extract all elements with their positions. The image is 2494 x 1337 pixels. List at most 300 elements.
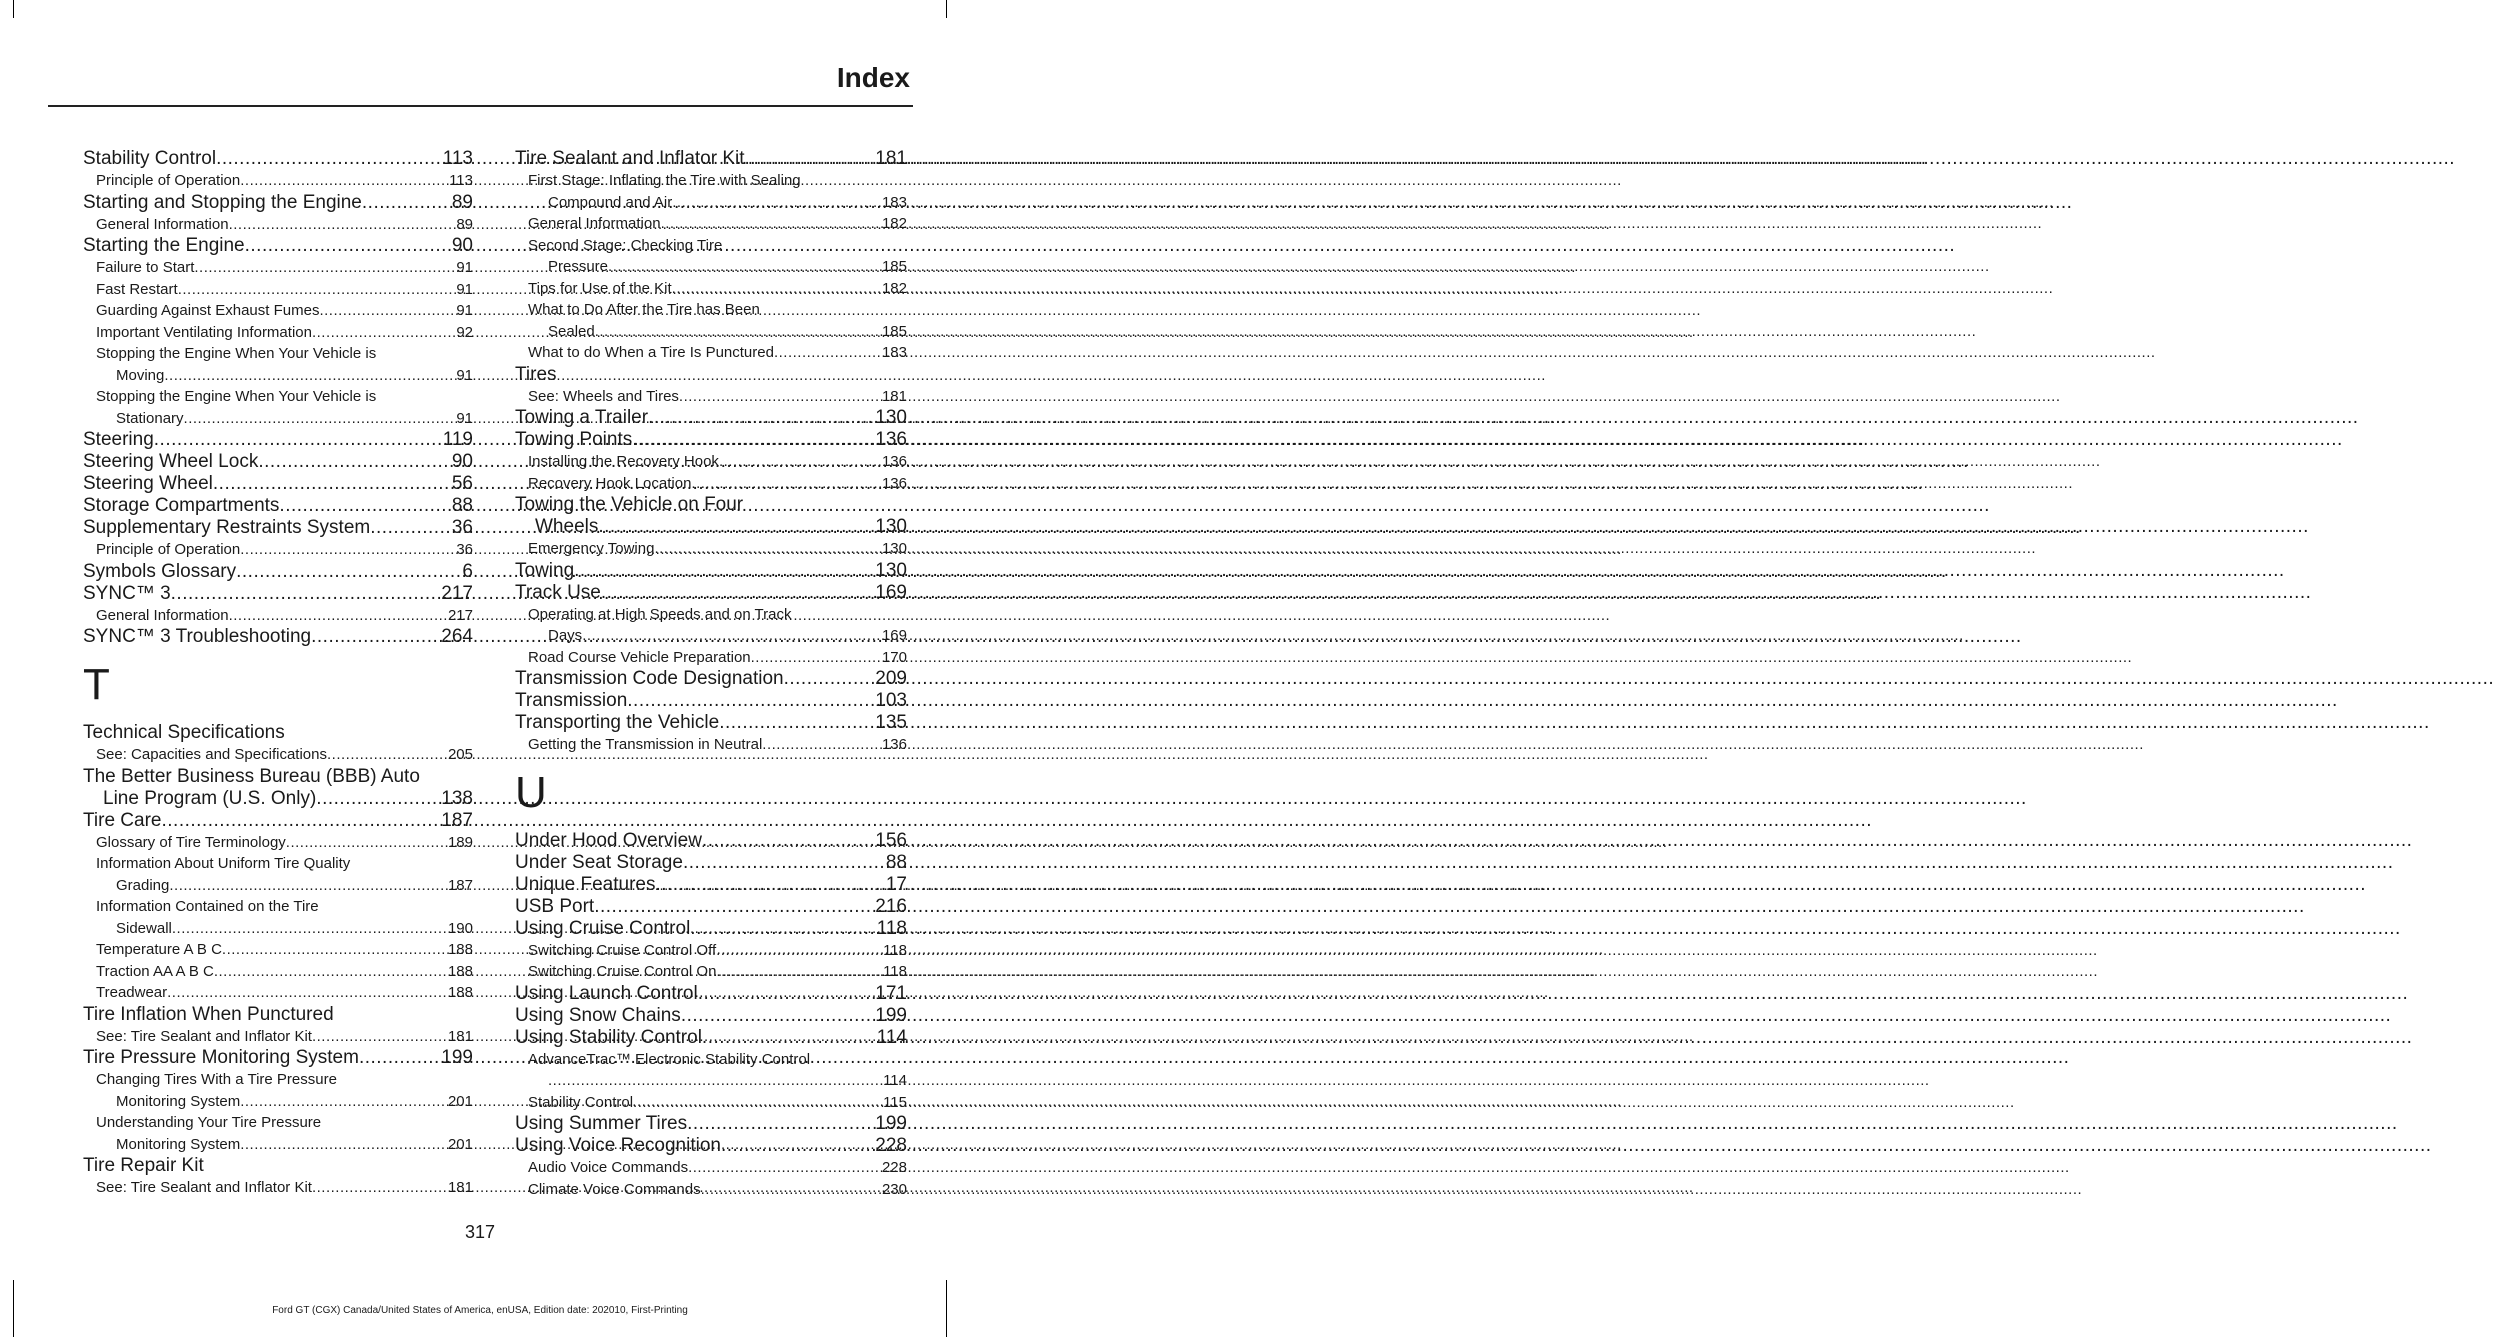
index-term: Grading [116,876,170,894]
dot-leader [240,1091,448,1113]
page-reference-link[interactable]: 92 [456,323,473,341]
page-reference-link[interactable]: 91 [456,280,473,298]
dot-leader [574,560,875,582]
index-entry-line [96,605,473,627]
page-reference-link[interactable]: 183 [881,344,907,361]
page-reference-link[interactable]: 130 [875,516,907,537]
index-entry-line [515,1135,907,1157]
index-term: Tire Care [83,809,162,831]
index-subentry [515,386,907,408]
index-term: Transporting the Vehicle [515,712,720,733]
index-entry-line [96,832,473,854]
page-reference-link[interactable]: 130 [881,540,907,557]
dot-leader [362,192,452,214]
index-entry [515,1113,907,1135]
index-entry-line [96,365,473,387]
index-term: Stability Control [83,148,217,169]
page-reference-link[interactable]: 185 [881,322,907,340]
page-reference-link[interactable]: 171 [875,982,907,1004]
page-reference-link[interactable]: 88 [885,851,907,873]
index-entry-line [528,940,907,962]
index-entry [83,495,473,517]
page-reference-link[interactable]: 188 [447,984,473,1001]
index-term: Compound and Air [548,193,673,211]
index-entry-line [528,451,907,473]
index-term: Transmission Code Designation [515,668,784,689]
page-reference-link[interactable]: 130 [875,407,907,428]
index-entry-line [528,170,907,192]
index-entry-line [515,690,907,712]
index-entry-line [515,429,907,451]
index-entry [515,830,907,852]
index-term: General Information [96,215,229,233]
dot-leader [784,668,876,690]
index-entry [515,1005,907,1027]
index-entry-line [96,257,473,279]
index-entry-line [515,148,907,170]
page-reference-link[interactable]: 36 [451,517,473,538]
index-term: Guarding Against Exhaust Fumes [96,302,320,319]
index-term: Installing the Recovery Hook [528,453,719,470]
index-entry-line [83,451,473,473]
index-entry-line [83,495,473,517]
index-term: Unique Features [515,873,656,895]
index-entry-line [515,1027,907,1049]
index-term: Using Summer Tires [515,1113,688,1134]
index-entry [515,712,907,734]
index-entry-line [83,766,473,788]
dot-leader [240,1134,448,1156]
index-entry-line [96,386,473,408]
dot-leader [312,1177,448,1199]
index-term: Monitoring System [116,1092,241,1110]
index-term: Towing Points [515,429,633,450]
index-entry [83,766,473,810]
index-entry-line [528,321,907,343]
index-entry-line [83,235,473,257]
dot-leader [312,1026,448,1048]
page-reference-link[interactable]: 136 [881,474,907,492]
index-term: Technical Specifications [83,722,285,743]
dot-leader [702,830,875,852]
dot-leader [632,429,875,451]
index-term: Changing Tires With a Tire Pressure [96,1071,337,1088]
index-entry-line [83,626,473,648]
dot-leader [661,213,882,235]
index-entry [83,583,473,605]
index-subentry [515,1157,907,1179]
dot-leader [229,605,448,627]
page-reference-link[interactable]: 170 [881,648,907,666]
dot-leader [161,810,441,832]
index-term: Tips for Use of the Kit [528,279,672,297]
index-entry-line [83,1155,473,1177]
dot-leader [691,473,882,495]
index-term: Important Ventilating Information [96,323,312,341]
index-term: USB Port [515,895,595,917]
dot-leader [601,582,875,604]
index-term: Failure to Start [96,259,195,276]
index-entry [83,192,473,214]
dot-leader [258,451,452,473]
page-reference-link[interactable]: 201 [447,1092,473,1110]
dot-leader [319,300,456,322]
dot-leader [167,982,448,1004]
dot-leader [716,940,883,962]
page-reference-link[interactable]: 182 [881,215,907,232]
dot-leader [672,278,882,300]
index-subentry [83,853,473,896]
page-reference-link[interactable]: 130 [875,559,907,581]
page-reference-link[interactable]: 181 [447,1027,473,1045]
page-reference-link[interactable]: 91 [456,302,473,319]
page-reference-link[interactable]: 6 [462,560,473,582]
page-reference-link[interactable]: 228 [875,1135,907,1156]
page-reference-link[interactable]: 264 [441,626,473,647]
index-term: Stability Control [528,1093,634,1111]
index-entry-line [515,364,907,386]
index-entry [515,690,907,712]
index-entry-line [83,561,473,583]
page-reference-link[interactable]: 199 [441,1047,473,1068]
dot-leader [762,734,882,756]
index-term: Towing a Trailer [515,407,649,428]
page-reference-link[interactable]: 114 [876,1026,907,1048]
page-reference-link[interactable]: 181 [447,1179,473,1196]
index-subentry [515,604,907,647]
index-entry [83,473,473,495]
index-subentry [515,170,907,213]
page-reference-link[interactable]: 187 [447,876,473,894]
index-subentry [83,322,473,344]
index-entry-line [528,386,907,408]
index-entry-line [96,322,473,344]
index-entry-line [515,494,907,516]
dot-leader [702,1027,877,1049]
index-entry-line [96,1091,473,1113]
index-term: Traction AA A B C [96,962,214,980]
index-entry-line [96,1177,473,1199]
index-entry-line [96,1026,473,1048]
page-reference-link[interactable]: 181 [875,148,907,169]
page-reference-link[interactable]: 113 [449,172,473,189]
index-entry [515,494,907,538]
index-term: Steering Wheel [83,473,213,494]
index-entry-line [515,560,907,582]
dot-leader [721,1135,875,1157]
index-subentry [515,538,907,560]
page-reference-link[interactable]: 217 [447,606,473,624]
index-term: Towing the Vehicle on Four [515,494,744,515]
dot-leader [655,874,885,896]
index-entry-line [96,343,473,365]
index-subentry [83,214,473,236]
index-term: Treadwear [96,984,168,1001]
page-reference-link[interactable]: 89 [456,215,473,233]
index-entry [83,429,473,451]
page-reference-link[interactable]: 156 [875,829,907,851]
dot-leader [359,1047,441,1069]
page-reference-link[interactable]: 205 [447,746,473,763]
index-entry-line [515,516,907,538]
page-reference-link[interactable]: 136 [875,429,907,450]
page-reference-link[interactable]: 216 [875,895,907,917]
index-term: Transmission [515,690,628,711]
page-reference-link[interactable]: 113 [442,148,473,169]
dot-leader [240,170,449,192]
index-entry [83,626,473,648]
index-term: Operating at High Speeds and on Track [528,605,792,623]
index-entry-line [96,170,473,192]
page-reference-link[interactable]: 135 [875,712,907,733]
page-reference-link[interactable]: 138 [441,787,473,809]
index-entry-line [96,1069,473,1091]
index-term: Under Hood Overview [515,829,702,851]
index-term: Temperature A B C [96,941,222,958]
index-term: See: Capacities and Specifications [96,746,327,763]
page-reference-link[interactable]: 115 [883,1093,907,1111]
dot-leader [279,495,451,517]
page-reference-link[interactable]: 114 [883,1072,907,1089]
index-term: Using Cruise Control [515,917,691,939]
index-entry-line [515,407,907,429]
dot-leader [164,365,456,387]
index-entry-line [96,279,473,301]
index-subentry [515,1092,907,1114]
page-reference-link[interactable]: 90 [451,451,473,472]
index-term: SYNC™ 3 Troubleshooting [83,626,312,647]
index-term: Stopping the Engine When Your Vehicle is [96,345,377,362]
index-entry-line [83,1047,473,1069]
index-entry [515,1027,907,1049]
dot-leader [213,473,452,495]
index-column-left [83,148,473,1199]
dot-leader [214,961,448,983]
index-term: Tires [515,363,557,385]
page-reference-link[interactable]: 201 [447,1135,473,1153]
page-reference-link[interactable]: 90 [451,235,473,256]
page-reference-link[interactable]: 118 [883,963,907,980]
index-subentry [515,940,907,962]
dot-leader [171,583,442,605]
index-entry-line [96,214,473,236]
index-term: Storage Compartments [83,495,280,516]
index-entry-line [96,961,473,983]
index-entry [515,560,907,582]
page-reference-link[interactable]: 228 [881,1159,907,1176]
index-entry [515,852,907,874]
index-term: Sidewall [116,919,172,937]
page-reference-link[interactable]: 136 [881,453,907,470]
page-reference-link[interactable]: 217 [441,582,473,604]
index-entry-line [83,192,473,214]
index-entry [515,918,907,940]
page-reference-link[interactable]: 181 [881,387,907,405]
index-entry-line [515,918,907,940]
index-entry [515,983,907,1005]
index-subentry [515,213,907,235]
index-term: See: Tire Sealant and Inflator Kit [96,1027,312,1045]
page-reference-link[interactable]: 36 [456,541,473,558]
page-reference-link[interactable]: 88 [451,495,473,516]
index-entry [83,148,473,170]
index-term: Information About Uniform Tire Quality [96,855,351,872]
index-entry-line [96,539,473,561]
index-entry [83,1004,473,1026]
dot-leader [648,407,875,429]
page-reference-link[interactable]: 119 [442,429,473,450]
index-term: Road Course Vehicle Preparation [528,648,751,666]
index-term: Climate Voice Commands [528,1180,701,1198]
dot-leader [216,148,443,170]
index-entry [515,407,907,429]
dot-leader [654,538,882,560]
index-term: What to Do After the Tire has Been [528,301,760,318]
page-reference-link[interactable]: 56 [451,473,473,494]
edition-footer: Ford GT (CGX) Canada/United States of America, enUSA, Edition date: 202010, First-Printing [272,1305,688,1316]
page-reference-link[interactable]: 91 [456,366,473,384]
dot-leader [172,918,448,940]
dot-leader [229,214,457,236]
dot-leader [774,342,882,364]
dot-leader [687,1113,875,1135]
dot-leader [370,517,452,539]
page-reference-link[interactable]: 103 [875,690,907,711]
index-entry-line [515,896,907,918]
index-term: Steering Wheel Lock [83,451,259,472]
index-entry-line [528,1092,907,1114]
index-term: Second Stage: Checking Tire [528,236,723,254]
index-entry-line [515,1113,907,1135]
crop-mark-top-right-v [946,0,947,18]
index-term: General Information [96,606,229,624]
index-term: The Better Business Bureau (BBB) Auto [83,765,420,787]
index-term: Wheels [535,516,599,537]
page-reference-link[interactable]: 169 [875,581,907,603]
index-entry-line [83,788,473,810]
index-term: Sealed [548,322,595,340]
index-entry [83,722,473,744]
crop-mark-top-left-v [13,0,14,18]
index-term: Fast Restart [96,280,178,298]
dot-leader [701,1179,882,1201]
page-reference-link[interactable]: 183 [881,193,907,211]
index-entry-line [83,722,473,744]
dot-leader [245,235,452,257]
dot-leader [154,429,443,451]
page-reference-link[interactable]: 230 [881,1180,907,1198]
page-reference-link[interactable]: 182 [881,279,907,297]
page-reference-link[interactable]: 118 [876,917,907,939]
index-term: Supplementary Restraints System [83,517,371,538]
dot-leader [312,322,456,344]
index-entry-line [96,1134,473,1156]
page-reference-link[interactable]: 91 [456,259,473,276]
index-entry-line [528,1157,907,1179]
index-entry-line [528,647,907,669]
index-term: General Information [528,215,661,232]
index-subentry [515,961,907,983]
index-term: Towing [515,559,575,581]
index-term: Using Launch Control [515,982,698,1004]
index-entry-line [83,148,473,170]
page-reference-link[interactable]: 118 [883,941,907,959]
index-term: AdvanceTrac™ Electronic Stability Control [528,1050,811,1068]
index-entry-line [96,896,473,918]
dot-leader [751,647,882,669]
page-reference-link[interactable]: 199 [875,1113,907,1134]
index-entry [83,517,473,539]
index-term: Glossary of Tire Terminology [96,833,286,851]
page-reference-link[interactable]: 89 [451,191,473,213]
index-term: First Stage: Inflating the Tire with Sealing [528,172,801,189]
page-reference-link[interactable]: 188 [447,941,473,958]
dot-leader [698,983,876,1005]
index-term: Information Contained on the Tire [96,898,319,915]
dot-leader [327,744,448,766]
index-term: Steering [83,429,154,450]
index-entry-line [83,1004,473,1026]
index-entry-line [83,429,473,451]
index-term: Line Program (U.S. Only) [103,787,317,809]
index-term: See: Wheels and Tires [528,387,679,405]
page-number: 317 [464,1222,496,1242]
index-entry-line [528,213,907,235]
index-entry [515,148,907,170]
index-entry-line [528,1179,907,1201]
page-reference-link[interactable]: 190 [447,919,473,937]
page-reference-link[interactable]: 169 [881,627,907,644]
index-term: Under Seat Storage [515,851,683,873]
page-reference-link[interactable]: 91 [456,409,473,427]
dot-leader [194,257,456,279]
index-subentry [83,343,473,386]
index-subentry [83,1112,473,1155]
page-reference-link[interactable]: 136 [881,736,907,753]
dot-leader [633,1092,883,1114]
page-reference-link[interactable]: 185 [881,258,907,275]
dot-leader [184,408,457,430]
index-entry-line [515,668,907,690]
index-term: Recovery Hook Location [528,474,692,492]
index-entry [515,582,907,604]
index-entry-line [528,734,907,756]
index-subentry [515,1049,907,1092]
index-entry-line [515,852,907,874]
index-term: Using Snow Chains [515,1004,681,1026]
page-reference-link[interactable]: 189 [447,833,473,851]
index-subentry [515,647,907,669]
index-entry-line [528,538,907,560]
dot-leader [594,896,875,918]
dot-leader [683,852,886,874]
index-term: Principle of Operation [96,541,241,558]
dot-leader [236,561,462,583]
index-entry [515,874,907,896]
dot-leader [222,939,448,961]
page-reference-link[interactable]: 199 [875,1004,907,1026]
page-reference-link[interactable]: 209 [875,668,907,689]
index-subentry [515,235,907,278]
page-reference-link[interactable]: 17 [885,873,907,895]
page-reference-link[interactable]: 188 [447,962,473,980]
index-entry [515,1135,907,1157]
page-reference-link[interactable]: 187 [441,809,473,831]
index-entry-line [528,961,907,983]
dot-leader [745,148,876,170]
index-subentry [515,342,907,364]
index-entry-line [96,939,473,961]
